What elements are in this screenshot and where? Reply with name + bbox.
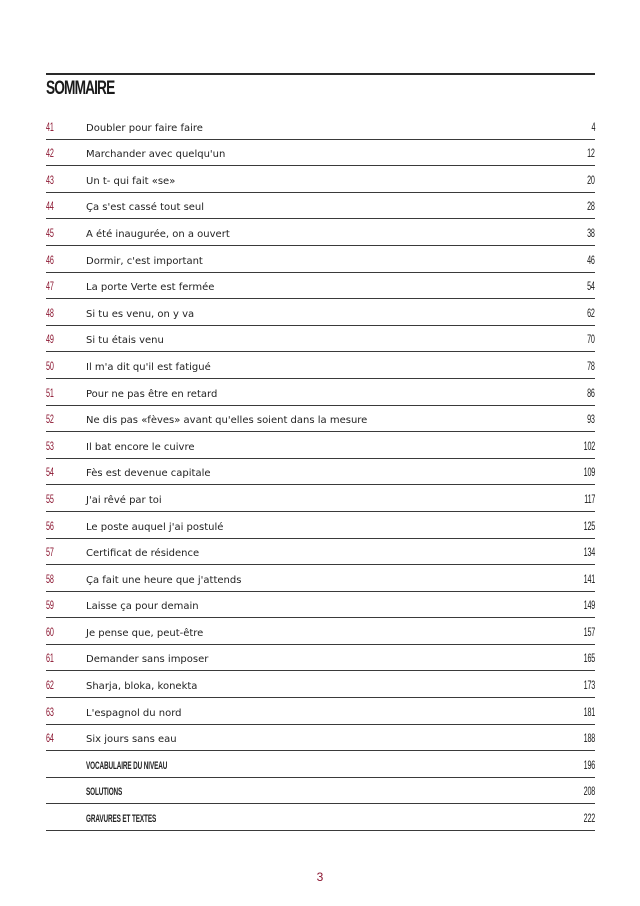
lesson-number: 59	[46, 598, 54, 613]
lesson-number: 57	[46, 545, 54, 560]
toc-entry[interactable]	[46, 352, 595, 379]
lesson-title: Ça s'est cassé tout seul	[86, 202, 205, 214]
page-reference: 117	[584, 491, 595, 506]
lesson-title: J'ai rêvé par toi	[86, 494, 162, 506]
lesson-number: 42	[46, 146, 54, 161]
lesson-number: 45	[46, 225, 54, 240]
toc-entry[interactable]	[46, 565, 595, 592]
toc-entry[interactable]	[46, 273, 595, 300]
lesson-number: 51	[46, 385, 54, 400]
lesson-title: Fès est devenue capitale	[86, 468, 211, 480]
page-reference: 46	[587, 252, 595, 267]
page-reference: 102	[583, 438, 595, 453]
lesson-number: 46	[46, 252, 54, 267]
lesson-title: Sharja, bloka, konekta	[86, 681, 198, 693]
toc-entry[interactable]	[46, 725, 595, 752]
toc-entry[interactable]	[46, 113, 595, 140]
page-reference: 157	[583, 624, 595, 639]
lesson-number: 49	[46, 332, 54, 347]
toc-entry[interactable]	[46, 326, 595, 353]
toc-entry[interactable]	[46, 140, 595, 167]
toc-entry[interactable]	[46, 246, 595, 273]
lesson-number: 43	[46, 172, 54, 187]
lesson-title: Il m'a dit qu'il est fatigué	[86, 361, 211, 373]
page-reference: 208	[583, 784, 595, 799]
toc-entry[interactable]	[46, 645, 595, 672]
lesson-title: Le poste auquel j'ai postulé	[86, 521, 224, 533]
lesson-number: 60	[46, 624, 54, 639]
toc-entry[interactable]	[46, 379, 595, 406]
lesson-title: Si tu étais venu	[86, 335, 164, 347]
lesson-title: Doubler pour faire faire	[86, 122, 203, 134]
toc-appendix-entry[interactable]	[46, 804, 595, 831]
lesson-number: 55	[46, 491, 54, 506]
lesson-title: Certificat de résidence	[86, 548, 200, 560]
lesson-title: Laisse ça pour demain	[86, 601, 199, 613]
page-reference: 86	[587, 385, 595, 400]
toc-entry[interactable]	[46, 592, 595, 619]
top-rule	[46, 73, 595, 75]
page-reference: 188	[583, 731, 595, 746]
appendix-title: VOCABULAIRE DU NIVEAU	[86, 759, 168, 772]
page-reference: 109	[583, 465, 595, 480]
lesson-number: 52	[46, 412, 54, 427]
lesson-title: Ça fait une heure que j'attends	[86, 574, 242, 586]
toc-entry[interactable]	[46, 539, 595, 566]
lesson-title: Il bat encore le cuivre	[86, 441, 195, 453]
lesson-number: 64	[46, 731, 54, 746]
lesson-title: Dormir, c'est important	[86, 255, 203, 267]
lesson-number: 58	[46, 571, 54, 586]
toc-entry[interactable]	[46, 671, 595, 698]
lesson-title: Demander sans imposer	[86, 654, 209, 666]
toc-appendix-entry[interactable]	[46, 778, 595, 805]
toc-entry[interactable]	[46, 219, 595, 246]
toc-entry[interactable]	[46, 485, 595, 512]
lesson-number: 53	[46, 438, 54, 453]
page-reference: 165	[583, 651, 595, 666]
page-reference: 196	[583, 757, 595, 772]
toc-appendix-entry[interactable]	[46, 751, 595, 778]
page-reference: 54	[587, 279, 595, 294]
lesson-number: 48	[46, 305, 54, 320]
appendix-title: GRAVURES ET TEXTES	[86, 813, 157, 826]
page-reference: 4	[591, 119, 595, 134]
lesson-title: Pour ne pas être en retard	[86, 388, 218, 400]
lesson-number: 54	[46, 465, 54, 480]
page-reference: 62	[587, 305, 595, 320]
page-reference: 134	[583, 545, 595, 560]
page-reference: 222	[583, 811, 595, 826]
lesson-title: Six jours sans eau	[86, 734, 177, 746]
toc-entry[interactable]	[46, 193, 595, 220]
lesson-title: L'espagnol du nord	[86, 707, 182, 719]
page-reference: 173	[583, 678, 595, 693]
toc-page	[46, 0, 595, 906]
lesson-number: 61	[46, 651, 54, 666]
page-reference: 12	[587, 146, 595, 161]
page-reference: 93	[587, 412, 595, 427]
page-reference: 125	[583, 518, 595, 533]
table-of-contents	[46, 113, 595, 831]
page-reference: 141	[583, 571, 595, 586]
page-reference: 181	[583, 704, 595, 719]
page-reference: 28	[587, 199, 595, 214]
page-reference: 38	[587, 225, 595, 240]
lesson-title: Marchander avec quelqu'un	[86, 149, 226, 161]
toc-entry[interactable]	[46, 432, 595, 459]
lesson-number: 44	[46, 199, 54, 214]
lesson-title: Si tu es venu, on y va	[86, 308, 195, 320]
page-reference: 78	[587, 358, 595, 373]
lesson-number: 63	[46, 704, 54, 719]
toc-entry[interactable]	[46, 698, 595, 725]
toc-entry[interactable]	[46, 299, 595, 326]
toc-entry[interactable]	[46, 166, 595, 193]
lesson-number: 62	[46, 678, 54, 693]
lesson-title: A été inaugurée, on a ouvert	[86, 228, 230, 240]
toc-entry[interactable]	[46, 512, 595, 539]
appendix-title: SOLUTIONS	[86, 786, 123, 799]
lesson-title: La porte Verte est fermée	[86, 282, 215, 294]
lesson-number: 41	[46, 119, 54, 134]
lesson-number: 50	[46, 358, 54, 373]
toc-entry[interactable]	[46, 459, 595, 486]
page-number: 3	[316, 870, 324, 884]
page-title: SOMMAIRE	[46, 78, 115, 99]
lesson-number: 56	[46, 518, 54, 533]
toc-entry[interactable]	[46, 618, 595, 645]
lesson-title: Un t- qui fait «se»	[86, 175, 176, 187]
page-reference: 149	[583, 598, 595, 613]
toc-entry[interactable]	[46, 406, 595, 433]
lesson-number: 47	[46, 279, 54, 294]
lesson-title: Je pense que, peut-être	[86, 627, 204, 639]
lesson-title: Ne dis pas «fèves» avant qu'elles soient dans la mesure	[86, 415, 368, 427]
page-reference: 70	[587, 332, 595, 347]
page-reference: 20	[587, 172, 595, 187]
